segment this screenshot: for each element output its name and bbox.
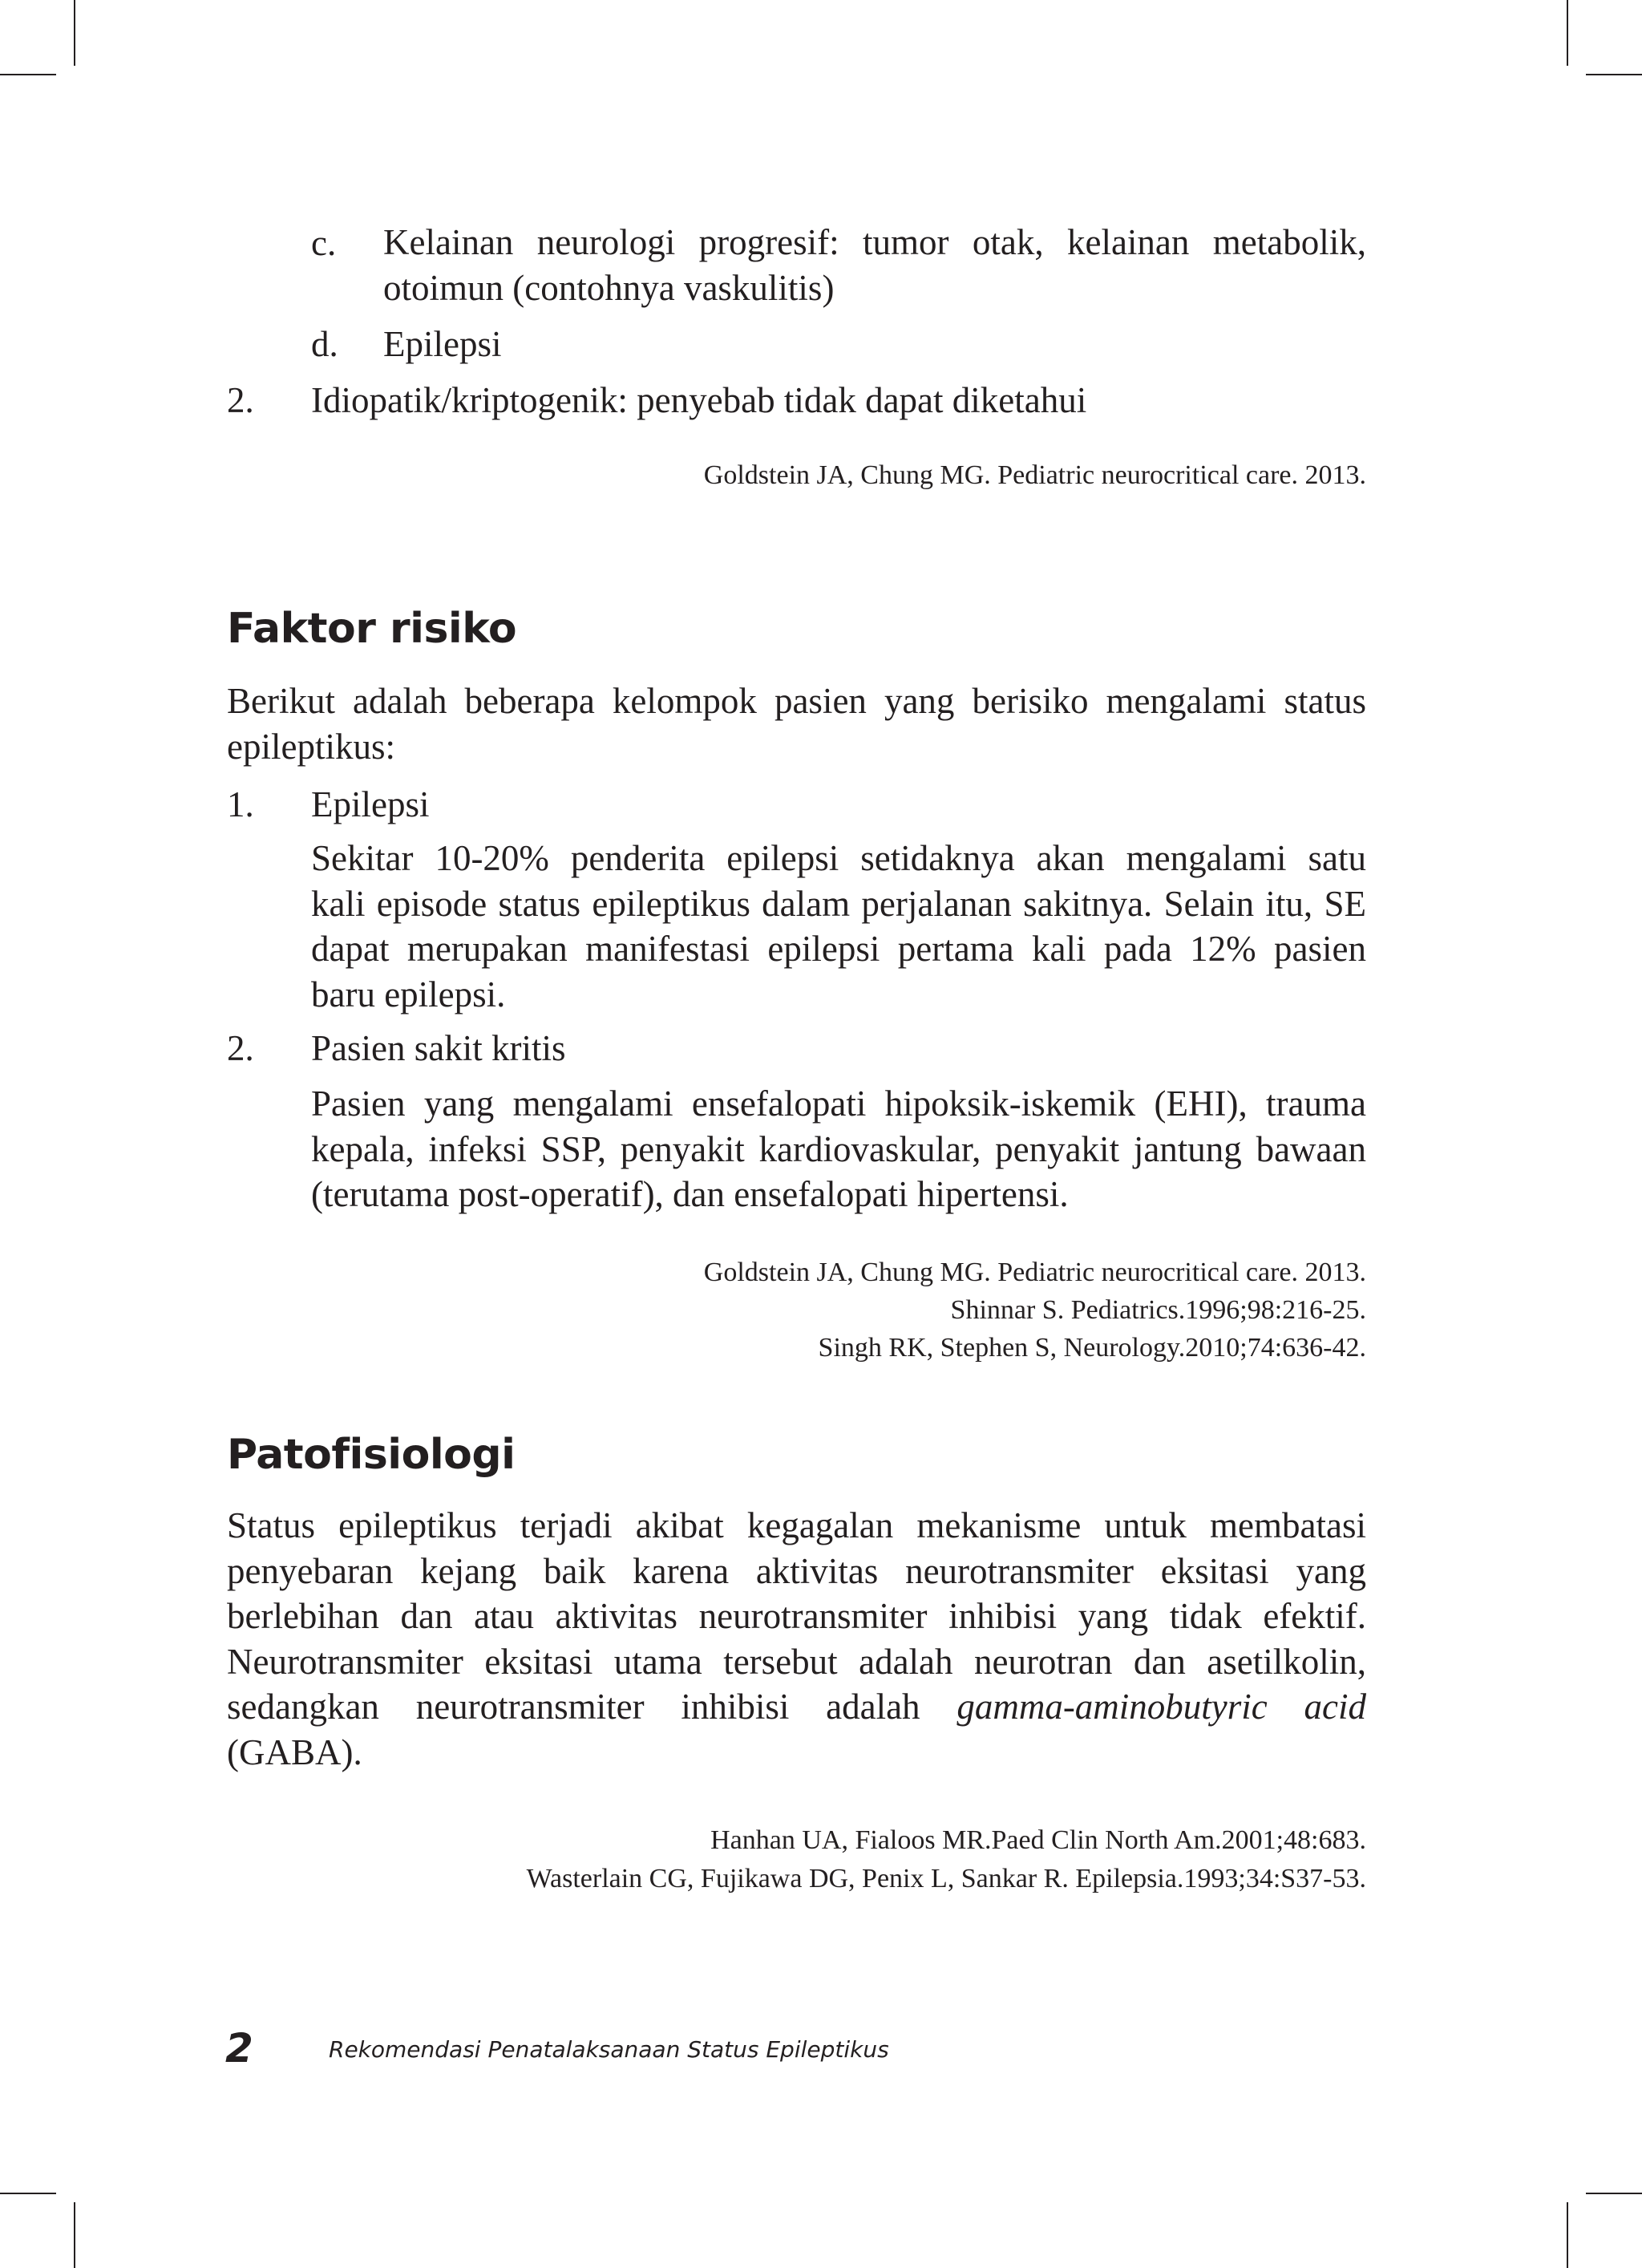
risk-2-line-3: (terutama post-operatif), dan ensefalopati hipertensi.: [311, 1174, 1069, 1214]
risk-label-1: 1.: [227, 784, 254, 824]
reference-line: Shinnar S. Pediatrics.1996;98:216-25.: [950, 1295, 1366, 1325]
list-label-d: d.: [311, 324, 338, 364]
crop-mark-bottom-left-horizontal: [0, 2193, 56, 2194]
list-item-c: [383, 220, 1366, 310]
paragraph-line-5-italic: gamma-aminobutyric acid: [956, 1687, 1367, 1727]
crop-mark-top-right-horizontal: [1586, 74, 1642, 75]
risk-2-line-2: kepala, infeksi SSP, penyakit kardiovaskular, penyakit jantung bawaan: [311, 1128, 1366, 1169]
page-number: 2: [225, 2025, 253, 2072]
crop-mark-top-left-horizontal: [0, 74, 56, 75]
paragraph-line-3: berlebihan dan atau aktivitas neurotransmiter inhibisi yang tidak efektif.: [227, 1596, 1366, 1636]
reference-line: Goldstein JA, Chung MG. Pediatric neurocritical care. 2013.: [703, 460, 1366, 490]
reference-line: Goldstein JA, Chung MG. Pediatric neurocritical care. 2013.: [703, 1258, 1366, 1287]
paragraph-line-5: [227, 1684, 1366, 1730]
risk-title-2: Pasien sakit kritis: [311, 1028, 566, 1068]
list-item-c-line-2: otoimun (contohnya vaskulitis): [383, 267, 835, 308]
crop-mark-bottom-right-horizontal: [1586, 2193, 1642, 2194]
reference-line: Hanhan UA, Fialoos MR.Paed Clin North Am.2001;48:683.: [710, 1825, 1366, 1855]
section-heading: Faktor risiko: [227, 605, 517, 653]
risk-paragraph-2: [311, 1081, 1366, 1217]
risk-label-2: 2.: [227, 1028, 254, 1068]
paragraph-line-6: (GABA).: [227, 1731, 362, 1772]
paragraph-line-4: Neurotransmiter eksitasi utama tersebut adalah neurotran dan asetilkolin,: [227, 1641, 1366, 1682]
risk-1-line-3: dapat merupakan manifestasi epilepsi pertama kali pada 12% pasien: [311, 929, 1366, 969]
running-title: Rekomendasi Penatalaksanaan Status Epileptikus: [329, 2036, 889, 2063]
risk-1-line-4: baru epilepsi.: [311, 974, 506, 1015]
paragraph-line-5-text: sedangkan neurotransmiter inhibisi adalah: [227, 1687, 920, 1727]
list-item-2: Idiopatik/kriptogenik: penyebab tidak dapat diketahui: [311, 380, 1087, 420]
intro-paragraph: [227, 678, 1366, 769]
crop-mark-bottom-right-vertical: [1567, 2202, 1568, 2268]
risk-title-1: Epilepsi: [311, 784, 430, 824]
paragraph-line-1: Status epileptikus terjadi akibat kegagalan mekanisme untuk membatasi: [227, 1505, 1366, 1545]
risk-1-line-2: kali episode status epileptikus dalam perjalanan sakitnya. Selain itu, SE: [311, 883, 1366, 924]
risk-paragraph-1: [311, 836, 1366, 1017]
intro-line-2: epileptikus:: [227, 726, 395, 767]
crop-mark-bottom-left-vertical: [74, 2202, 75, 2268]
paragraph-line-2: penyebaran kejang baik karena aktivitas neurotransmiter eksitasi yang: [227, 1550, 1366, 1591]
crop-mark-top-left-vertical: [74, 0, 75, 66]
crop-mark-top-right-vertical: [1567, 0, 1568, 66]
reference-line: Singh RK, Stephen S, Neurology.2010;74:636-42.: [818, 1333, 1366, 1363]
risk-2-line-1: Pasien yang mengalami ensefalopati hipoksik-iskemik (EHI), trauma: [311, 1083, 1366, 1124]
risk-1-line-1: Sekitar 10-20% penderita epilepsi setidaknya akan mengalami satu: [311, 838, 1366, 878]
list-label-c: c.: [311, 223, 337, 263]
reference-line: Wasterlain CG, Fujikawa DG, Penix L, Sankar R. Epilepsia.1993;34:S37-53.: [526, 1864, 1366, 1893]
list-label-2: 2.: [227, 380, 254, 420]
list-item-c-line-1: Kelainan neurologi progresif: tumor otak, kelainan metabolik,: [383, 222, 1366, 262]
list-item-d: Epilepsi: [383, 324, 502, 364]
patofisiologi-paragraph: [227, 1503, 1366, 1775]
section-heading: Patofisiologi: [227, 1431, 516, 1479]
intro-line-1: Berikut adalah beberapa kelompok pasien yang berisiko mengalami status: [227, 681, 1366, 721]
